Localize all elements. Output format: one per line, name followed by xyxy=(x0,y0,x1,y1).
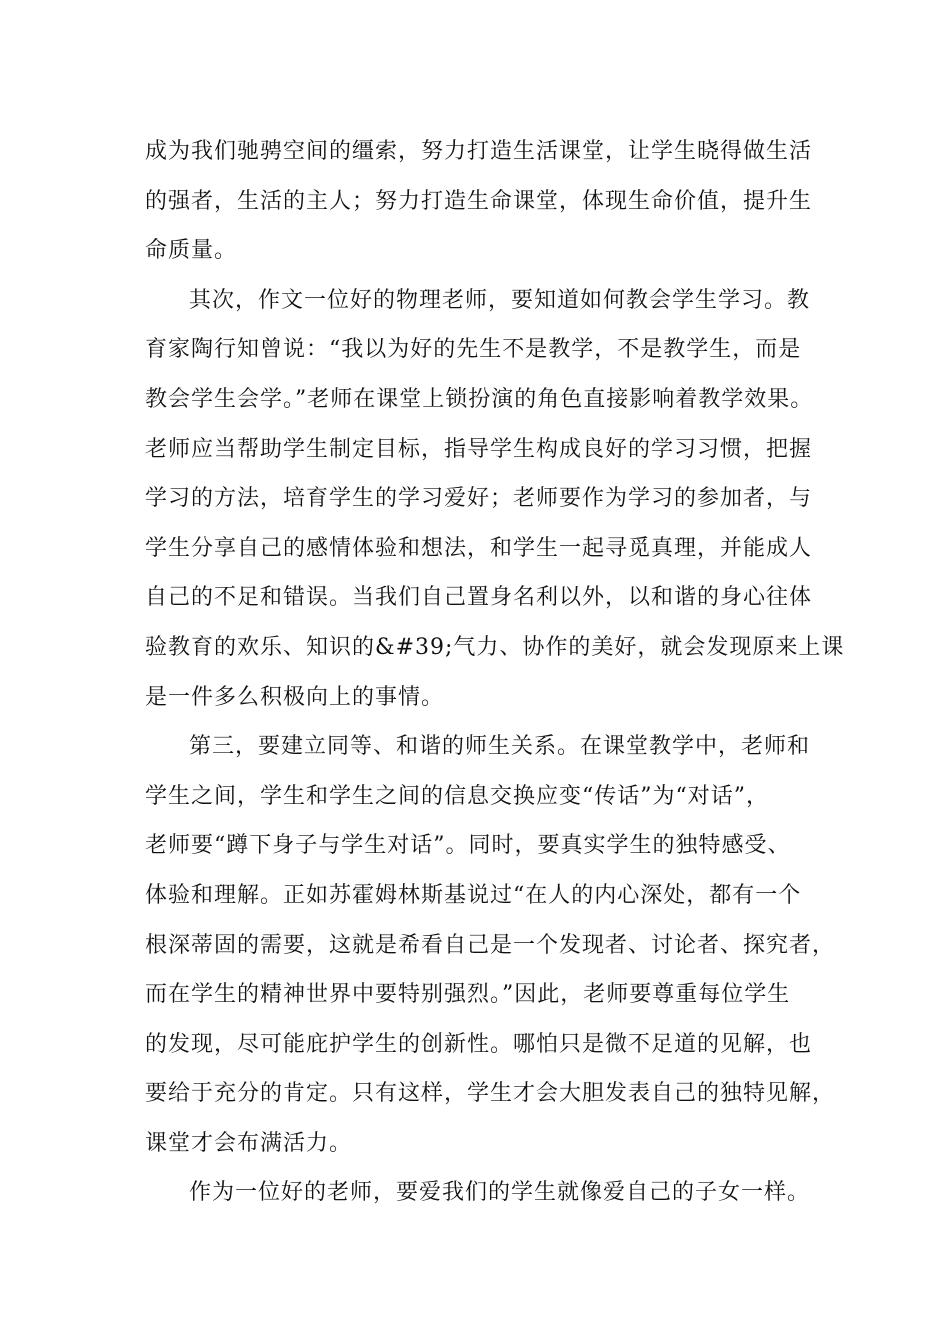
text-line: 老师应当帮助学生制定目标，指导学生构成良好的学习习惯，把握 xyxy=(145,436,813,462)
text-line: 验教育的欢乐、知识的&#39;气力、协作的美好，就会发现原来上课 xyxy=(145,634,845,660)
text-line: 学生分享自己的感情体验和想法，和学生一起寻觅真理，并能成人 xyxy=(145,535,813,561)
text-line: 课堂才会布满活力。 xyxy=(145,1130,353,1156)
text-line: 是一件多么积极向上的事情。 xyxy=(145,684,445,710)
text-line: 育家陶行知曾说：“我以为好的先生不是教学，不是教学生，而是 xyxy=(145,337,802,363)
paragraph-start-line: 其次，作文一位好的物理老师，要知道如何教会学生学习。教 xyxy=(189,287,811,313)
text-line: 学习的方法，培育学生的学习爱好；老师要作为学习的参加者，与 xyxy=(145,486,813,512)
text-line: 根深蒂固的需要，这就是希看自己是一个发现者、讨论者、探究者， xyxy=(145,932,836,958)
text-line: 而在学生的精神世界中要特别强烈。”因此，老师要尊重每位学生 xyxy=(145,982,791,1008)
paragraph-start-line: 第三，要建立同等、和谐的师生关系。在课堂教学中，老师和 xyxy=(189,734,811,760)
text-line: 学生之间，学生和学生之间的信息交换应变“传话”为“对话”， xyxy=(145,783,769,809)
text-line: 命质量。 xyxy=(145,238,238,264)
text-line: 老师要“蹲下身子与学生对话”。同时，要真实学生的独特感受、 xyxy=(145,833,791,859)
text-line: 自己的不足和错误。当我们自己置身名利以外，以和谐的身心往体 xyxy=(145,585,813,611)
paragraph-start-line: 作为一位好的老师，要爱我们的学生就像爱自己的子女一样。 xyxy=(189,1180,811,1206)
text-line: 成为我们驰骋空间的缰索，努力打造生活课堂，让学生晓得做生活 xyxy=(145,139,813,164)
text-line: 要给于充分的肯定。只有这样，学生才会大胆发表自己的独特见解， xyxy=(145,1081,836,1107)
document-body xyxy=(145,127,845,1218)
text-line: 的发现，尽可能庇护学生的创新性。哪怕只是微不足道的见解，也 xyxy=(145,1031,813,1057)
text-line: 体验和理解。正如苏霍姆林斯基说过“在人的内心深处，都有一个 xyxy=(145,882,802,908)
text-line: 教会学生会学。”老师在课堂上锁扮演的角色直接影响着教学效果。 xyxy=(145,386,814,412)
text-line: 的强者，生活的主人；努力打造生命课堂，体现生命价值，提升生 xyxy=(145,188,813,214)
